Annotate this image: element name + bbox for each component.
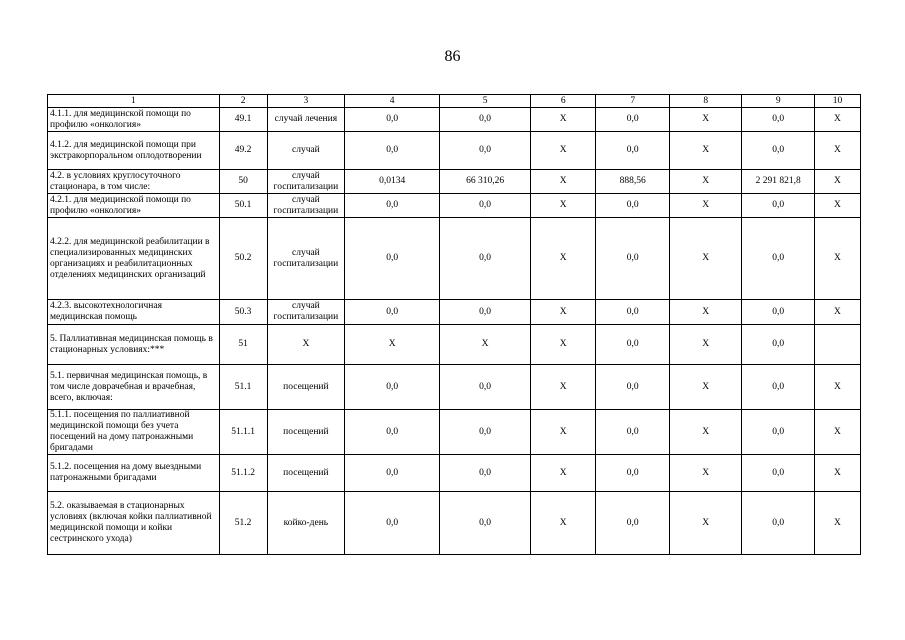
- table-cell: X: [531, 492, 596, 555]
- column-header: 1: [48, 95, 220, 108]
- table-cell: X: [814, 194, 860, 218]
- table-cell: X: [440, 325, 531, 365]
- table-cell: 50.1: [219, 194, 267, 218]
- table-cell: посещений: [267, 410, 345, 455]
- row-label-cell: 4.1.2. для медицинской помощи при экстракорпоральном оплодотворении: [48, 132, 220, 170]
- table-cell: 0,0: [596, 300, 670, 325]
- table-cell: X: [814, 108, 860, 132]
- table-cell: 0,0: [596, 325, 670, 365]
- table-cell: X: [669, 218, 742, 300]
- table-cell: 0,0: [742, 492, 815, 555]
- table-cell: X: [669, 170, 742, 194]
- table-cell: X: [531, 365, 596, 410]
- table-cell: X: [669, 410, 742, 455]
- table-cell: 0,0: [742, 455, 815, 492]
- table-cell: 0,0: [596, 365, 670, 410]
- table-cell: X: [669, 194, 742, 218]
- table-cell: 0,0: [440, 300, 531, 325]
- table-cell: X: [814, 132, 860, 170]
- table-cell: 0,0: [596, 455, 670, 492]
- table-cell: 0,0: [345, 365, 440, 410]
- table-cell: 0,0: [742, 325, 815, 365]
- table-cell: 0,0: [440, 132, 531, 170]
- table-cell: [814, 325, 860, 365]
- table-cell: 51: [219, 325, 267, 365]
- row-label-cell: 4.2.1. для медицинской помощи по профилю «онкология»: [48, 194, 220, 218]
- table-cell: койко-день: [267, 492, 345, 555]
- table-row: [48, 170, 861, 194]
- table-cell: 888,56: [596, 170, 670, 194]
- table-cell: 0,0: [440, 410, 531, 455]
- table-cell: X: [531, 170, 596, 194]
- table-row: [48, 455, 861, 492]
- table-cell: 51.1.2: [219, 455, 267, 492]
- table-cell: X: [531, 132, 596, 170]
- table-cell: 0,0: [742, 132, 815, 170]
- table-cell: 0,0: [440, 365, 531, 410]
- table-cell: 0,0: [596, 194, 670, 218]
- table-row: [48, 410, 861, 455]
- table-cell: случай госпитализации: [267, 194, 345, 218]
- table-row: [48, 325, 861, 365]
- table-cell: 0,0: [596, 492, 670, 555]
- row-label-cell: 4.2.2. для медицинской реабилитации в специализированных медицинских организациях и реабилитационных отделениях медицинских организаций: [48, 218, 220, 300]
- row-label-cell: 5.2. оказываемая в стационарных условиях (включая койки паллиативной медицинской помощи и койки сестринского ухода): [48, 492, 220, 555]
- row-label-cell: 5. Паллиативная медицинская помощь в стационарных условиях:***: [48, 325, 220, 365]
- table-cell: X: [814, 300, 860, 325]
- table-cell: случай: [267, 132, 345, 170]
- table-cell: 0,0134: [345, 170, 440, 194]
- column-header: 6: [531, 95, 596, 108]
- table-cell: 0,0: [345, 492, 440, 555]
- table-row: [48, 194, 861, 218]
- table-cell: 0,0: [345, 194, 440, 218]
- table-cell: 0,0: [742, 218, 815, 300]
- table-cell: 0,0: [345, 108, 440, 132]
- table-cell: 50.3: [219, 300, 267, 325]
- row-label-cell: 4.2.3. высокотехнологичная медицинская помощь: [48, 300, 220, 325]
- table-row: [48, 108, 861, 132]
- column-header: 5: [440, 95, 531, 108]
- table-cell: X: [814, 492, 860, 555]
- table-cell: 0,0: [440, 492, 531, 555]
- table-cell: случай госпитализации: [267, 300, 345, 325]
- table-cell: X: [531, 300, 596, 325]
- table-cell: X: [669, 132, 742, 170]
- table-cell: 0,0: [345, 455, 440, 492]
- table-cell: 0,0: [440, 218, 531, 300]
- table-cell: 0,0: [345, 218, 440, 300]
- table-cell: 0,0: [742, 300, 815, 325]
- table-cell: 0,0: [596, 132, 670, 170]
- column-header: 10: [814, 95, 860, 108]
- table-cell: 0,0: [596, 108, 670, 132]
- table-cell: X: [531, 194, 596, 218]
- table-cell: 0,0: [440, 194, 531, 218]
- table-cell: 0,0: [345, 132, 440, 170]
- table-cell: X: [814, 410, 860, 455]
- table-cell: 66 310,26: [440, 170, 531, 194]
- table-cell: X: [814, 218, 860, 300]
- table-cell: 0,0: [742, 108, 815, 132]
- row-label-cell: 5.1.1. посещения по паллиативной медицинской помощи без учета посещений на дому патронажными бригадами: [48, 410, 220, 455]
- table-cell: случай госпитализации: [267, 170, 345, 194]
- table-cell: 0,0: [345, 410, 440, 455]
- table-cell: X: [669, 365, 742, 410]
- table-cell: 0,0: [440, 108, 531, 132]
- table-row: [48, 492, 861, 555]
- table-cell: 0,0: [742, 365, 815, 410]
- table-cell: 50.2: [219, 218, 267, 300]
- table-cell: случай госпитализации: [267, 218, 345, 300]
- table-cell: X: [531, 410, 596, 455]
- table-cell: X: [531, 325, 596, 365]
- table-cell: X: [669, 455, 742, 492]
- table-cell: X: [531, 218, 596, 300]
- page-number: 86: [444, 48, 461, 65]
- table-cell: X: [669, 108, 742, 132]
- table-cell: 0,0: [742, 194, 815, 218]
- table-cell: X: [814, 170, 860, 194]
- table-cell: 0,0: [440, 455, 531, 492]
- column-header: 2: [219, 95, 267, 108]
- table-cell: 51.1.1: [219, 410, 267, 455]
- table-cell: 0,0: [345, 300, 440, 325]
- table-row: [48, 300, 861, 325]
- column-header: 8: [669, 95, 742, 108]
- table-cell: 0,0: [596, 218, 670, 300]
- table-cell: 50: [219, 170, 267, 194]
- column-header: 3: [267, 95, 345, 108]
- table-cell: 49.1: [219, 108, 267, 132]
- table-header-row: [48, 95, 861, 108]
- table-cell: X: [814, 365, 860, 410]
- column-header: 9: [742, 95, 815, 108]
- table-row: [48, 365, 861, 410]
- table-cell: 49.2: [219, 132, 267, 170]
- data-table: [47, 94, 861, 555]
- table-row: [48, 218, 861, 300]
- table-cell: посещений: [267, 455, 345, 492]
- row-label-cell: 4.2. в условиях круглосуточного стационара, в том числе:: [48, 170, 220, 194]
- table-cell: X: [531, 108, 596, 132]
- table-cell: X: [814, 455, 860, 492]
- column-header: 4: [345, 95, 440, 108]
- table-cell: 51.1: [219, 365, 267, 410]
- column-header: 7: [596, 95, 670, 108]
- table-cell: X: [669, 492, 742, 555]
- table-cell: 51.2: [219, 492, 267, 555]
- table-cell: 0,0: [596, 410, 670, 455]
- row-label-cell: 5.1.2. посещения на дому выездными патронажными бригадами: [48, 455, 220, 492]
- row-label-cell: 4.1.1. для медицинской помощи по профилю «онкология»: [48, 108, 220, 132]
- table-cell: X: [531, 455, 596, 492]
- table-cell: случай лечения: [267, 108, 345, 132]
- table-cell: X: [345, 325, 440, 365]
- table-row: [48, 132, 861, 170]
- table-cell: X: [669, 300, 742, 325]
- table-cell: посещений: [267, 365, 345, 410]
- table-cell: X: [267, 325, 345, 365]
- table-cell: X: [669, 325, 742, 365]
- row-label-cell: 5.1. первичная медицинская помощь, в том числе доврачебная и врачебная, всего, включая:: [48, 365, 220, 410]
- table-cell: 0,0: [742, 410, 815, 455]
- table-cell: 2 291 821,8: [742, 170, 815, 194]
